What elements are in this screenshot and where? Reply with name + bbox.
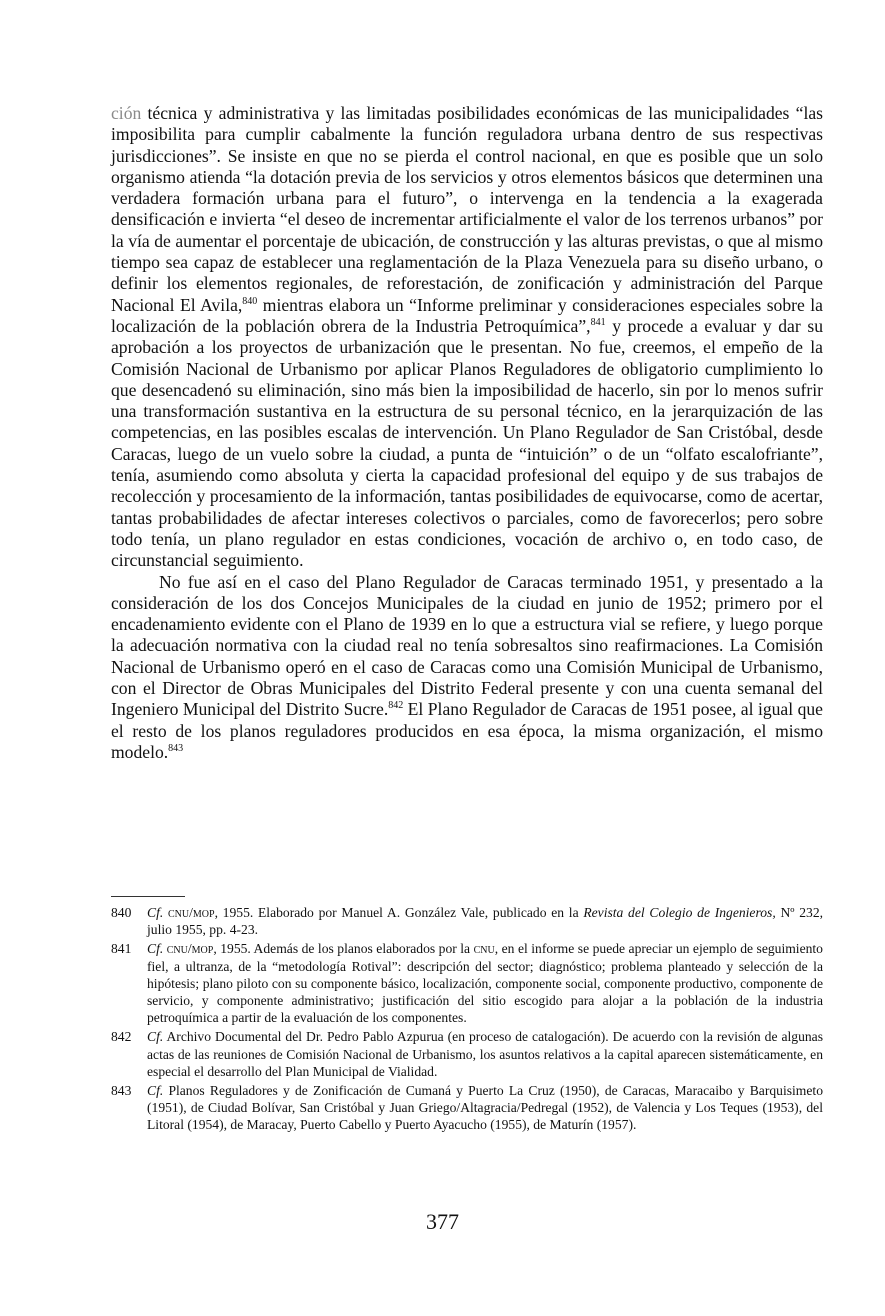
footnote-text-a: , 1955. Elaborado por Manuel A. González Vale, publicado en la <box>214 905 584 920</box>
footnote-text <box>147 1028 823 1080</box>
footnote-number: 841 <box>111 941 132 957</box>
footnote-841 <box>111 940 823 1026</box>
footnote-text-b: , en el informe se puede apreciar un ejemplo de seguimiento fiel, a ultranza, de la “metodología Rotival”: descripción del sector; diagnóstico; problema planteado y selección de la hipótesis; plano piloto con su componente básico, localización, componente social, componente productivo, componente de servicio, y componente administrativo; justificación del sitio escogido para alojar a la población de la industria petroquímica a partir de la evaluación de los componentes. <box>147 941 823 1026</box>
abbreviation: cnu/mop <box>166 941 214 957</box>
paragraph-2 <box>111 572 823 764</box>
paragraph-1-text-c: y procede a evaluar y dar su aprobación a los proyectos de urbanización que le presentan. No fue, creemos, el empeño de la Comisión Nacional de Urbanismo por aplicar Planos Reguladores de obligatorio cumplimiento lo que desencadenó su eliminación, sino más bien la imposibilidad de hacerlo, sin por lo menos sufrir una transformación sustantiva en la estructura de su personal técnico, en la jerarquización de las competencias, en las posibles escalas de intervención. Un Plano Regulador de San Cristóbal, desde Caracas, luego de un vuelo sobre la ciudad, a punta de “intuición” o de un “olfato escalofriante”, tenía, asumiendo como absoluta y cierta la capacidad profesional del equipo y de sus trabajos de recolección y procesamiento de la información, tantas posibilidades de equivocarse, como de acertar, tantas probabilidades de afectar intereses colectivos o parciales, como de favorecerlos; pero sobre todo tenía, un plano regulador en estas condiciones, vocación de archivo o, en todo caso, de circunstancial seguimiento. <box>111 315 823 571</box>
footnote-text <box>147 904 823 938</box>
footnote-text-a: , 1955. Además de los planos elaborados por la <box>213 941 474 957</box>
abbreviation: cnu/mop <box>167 905 215 920</box>
faded-text: ción <box>111 103 148 123</box>
footnote-number: 840 <box>111 905 132 920</box>
footnote-843 <box>111 1082 823 1134</box>
footnote-ref-842[interactable]: 842 <box>388 700 404 712</box>
footnotes <box>111 904 823 1136</box>
paragraph-1-text-a: técnica y administrativa y las limitadas posibilidades económicas de las municipalidades “las imposibilita para cumplir cabalmente la función reguladora urbana dentro de sus respectivas jurisdicciones”. Se insiste en que no se pierda el control nacional, en que es posible que un solo organismo atienda “la dotación previa de los servicios y otros elementos básicos que determinen una verdadera formación urbana para el futuro”, o intervenga en la tendencia a la exagerada densificación e invierta “el deseo de incrementar artificialmente el valor de los terrenos urbanos” por la vía de aumentar el porcentaje de ubicación, de construcción y las alturas previstas, o que al mismo tiempo sea capaz de establecer una reglamentación de la Plaza Venezuela para su diseño urbano, o definir los elementos regionales, de reforestación, de zonificación y administración del Parque Nacional El Avila, <box>111 103 823 315</box>
paragraph-1-text-b: mientras elabora un “Informe preliminar y consideraciones especiales sobre la localización de la población obrera de la Industria Petroquímica”, <box>111 294 823 336</box>
footnote-ref-841[interactable]: 841 <box>590 317 606 329</box>
footnote-number: 843 <box>111 1083 132 1099</box>
abbreviation: cnu <box>473 941 495 957</box>
footnote-ref-840[interactable]: 840 <box>242 295 258 307</box>
paragraph-2-text-a: No fue así en el caso del Plano Regulador de Caracas terminado 1951, y presentado a la consideración de los dos Concejos Municipales de la ciudad en junio de 1952; primero por el encadenamiento evidente con el Plano de 1939 en lo que a estructura vial se refiere, y luego porque la adecuación normativa con la ciudad real no tenía sobresaltos sino reafirmaciones. La Comisión Nacional de Urbanismo operó en el caso de Caracas como una Comisión Municipal de Urbanismo, con el Director de Obras Municipales del Distrito Federal presente y con una cuenta semanal del Ingeniero Municipal del Distrito Sucre. <box>111 571 823 720</box>
journal-title: Revista del Colegio de Ingenieros, <box>583 905 776 920</box>
footnote-text-a: Archivo Documental del Dr. Pedro Pablo Azpurua (en proceso de catalogación). De acuerdo con la revisión de algunas actas de las reuniones de Comisión Nacional de Urbanismo, los asuntos relativos a la capital aparecen sistemáticamente, en especial el desarrollo del Plan Municipal de Vialidad. <box>147 1029 823 1079</box>
footnote-text <box>147 940 823 1026</box>
cf-label: Cf. <box>147 941 164 957</box>
footnote-ref-843[interactable]: 843 <box>168 743 184 755</box>
cf-label: Cf. <box>147 1029 164 1045</box>
footnote-number: 842 <box>111 1029 132 1045</box>
cf-label: Cf. <box>147 905 164 920</box>
footnote-842 <box>111 1028 823 1080</box>
footnote-text-a: Planos Reguladores y de Zonificación de Cumaná y Puerto La Cruz (1950), de Caracas, Maracaibo y Barquisimeto (1951), de Ciudad Bolívar, San Cristóbal y Juan Griego/Altagracia/Pedregal (1952), de Valencia y Los Teques (1953), del Litoral (1954), de Maracay, Puerto Cabello y Puerto Ayacucho (1955), de Maturín (1957). <box>147 1083 823 1133</box>
paragraph-2-text-b: El Plano Regulador de Caracas de 1951 posee, al igual que el resto de los planos reguladores producidos en esa época, la misma organización, el mismo modelo. <box>111 699 823 762</box>
footnote-840 <box>111 904 823 938</box>
footnote-text <box>147 1082 823 1134</box>
paragraph-1 <box>111 103 823 572</box>
page-number: 377 <box>426 1209 459 1234</box>
footnote-divider <box>111 896 185 897</box>
footnote-text-b: Nº 232, julio 1955, pp. 4-23. <box>147 905 824 938</box>
main-text <box>111 103 823 763</box>
cf-label: Cf. <box>147 1083 164 1099</box>
